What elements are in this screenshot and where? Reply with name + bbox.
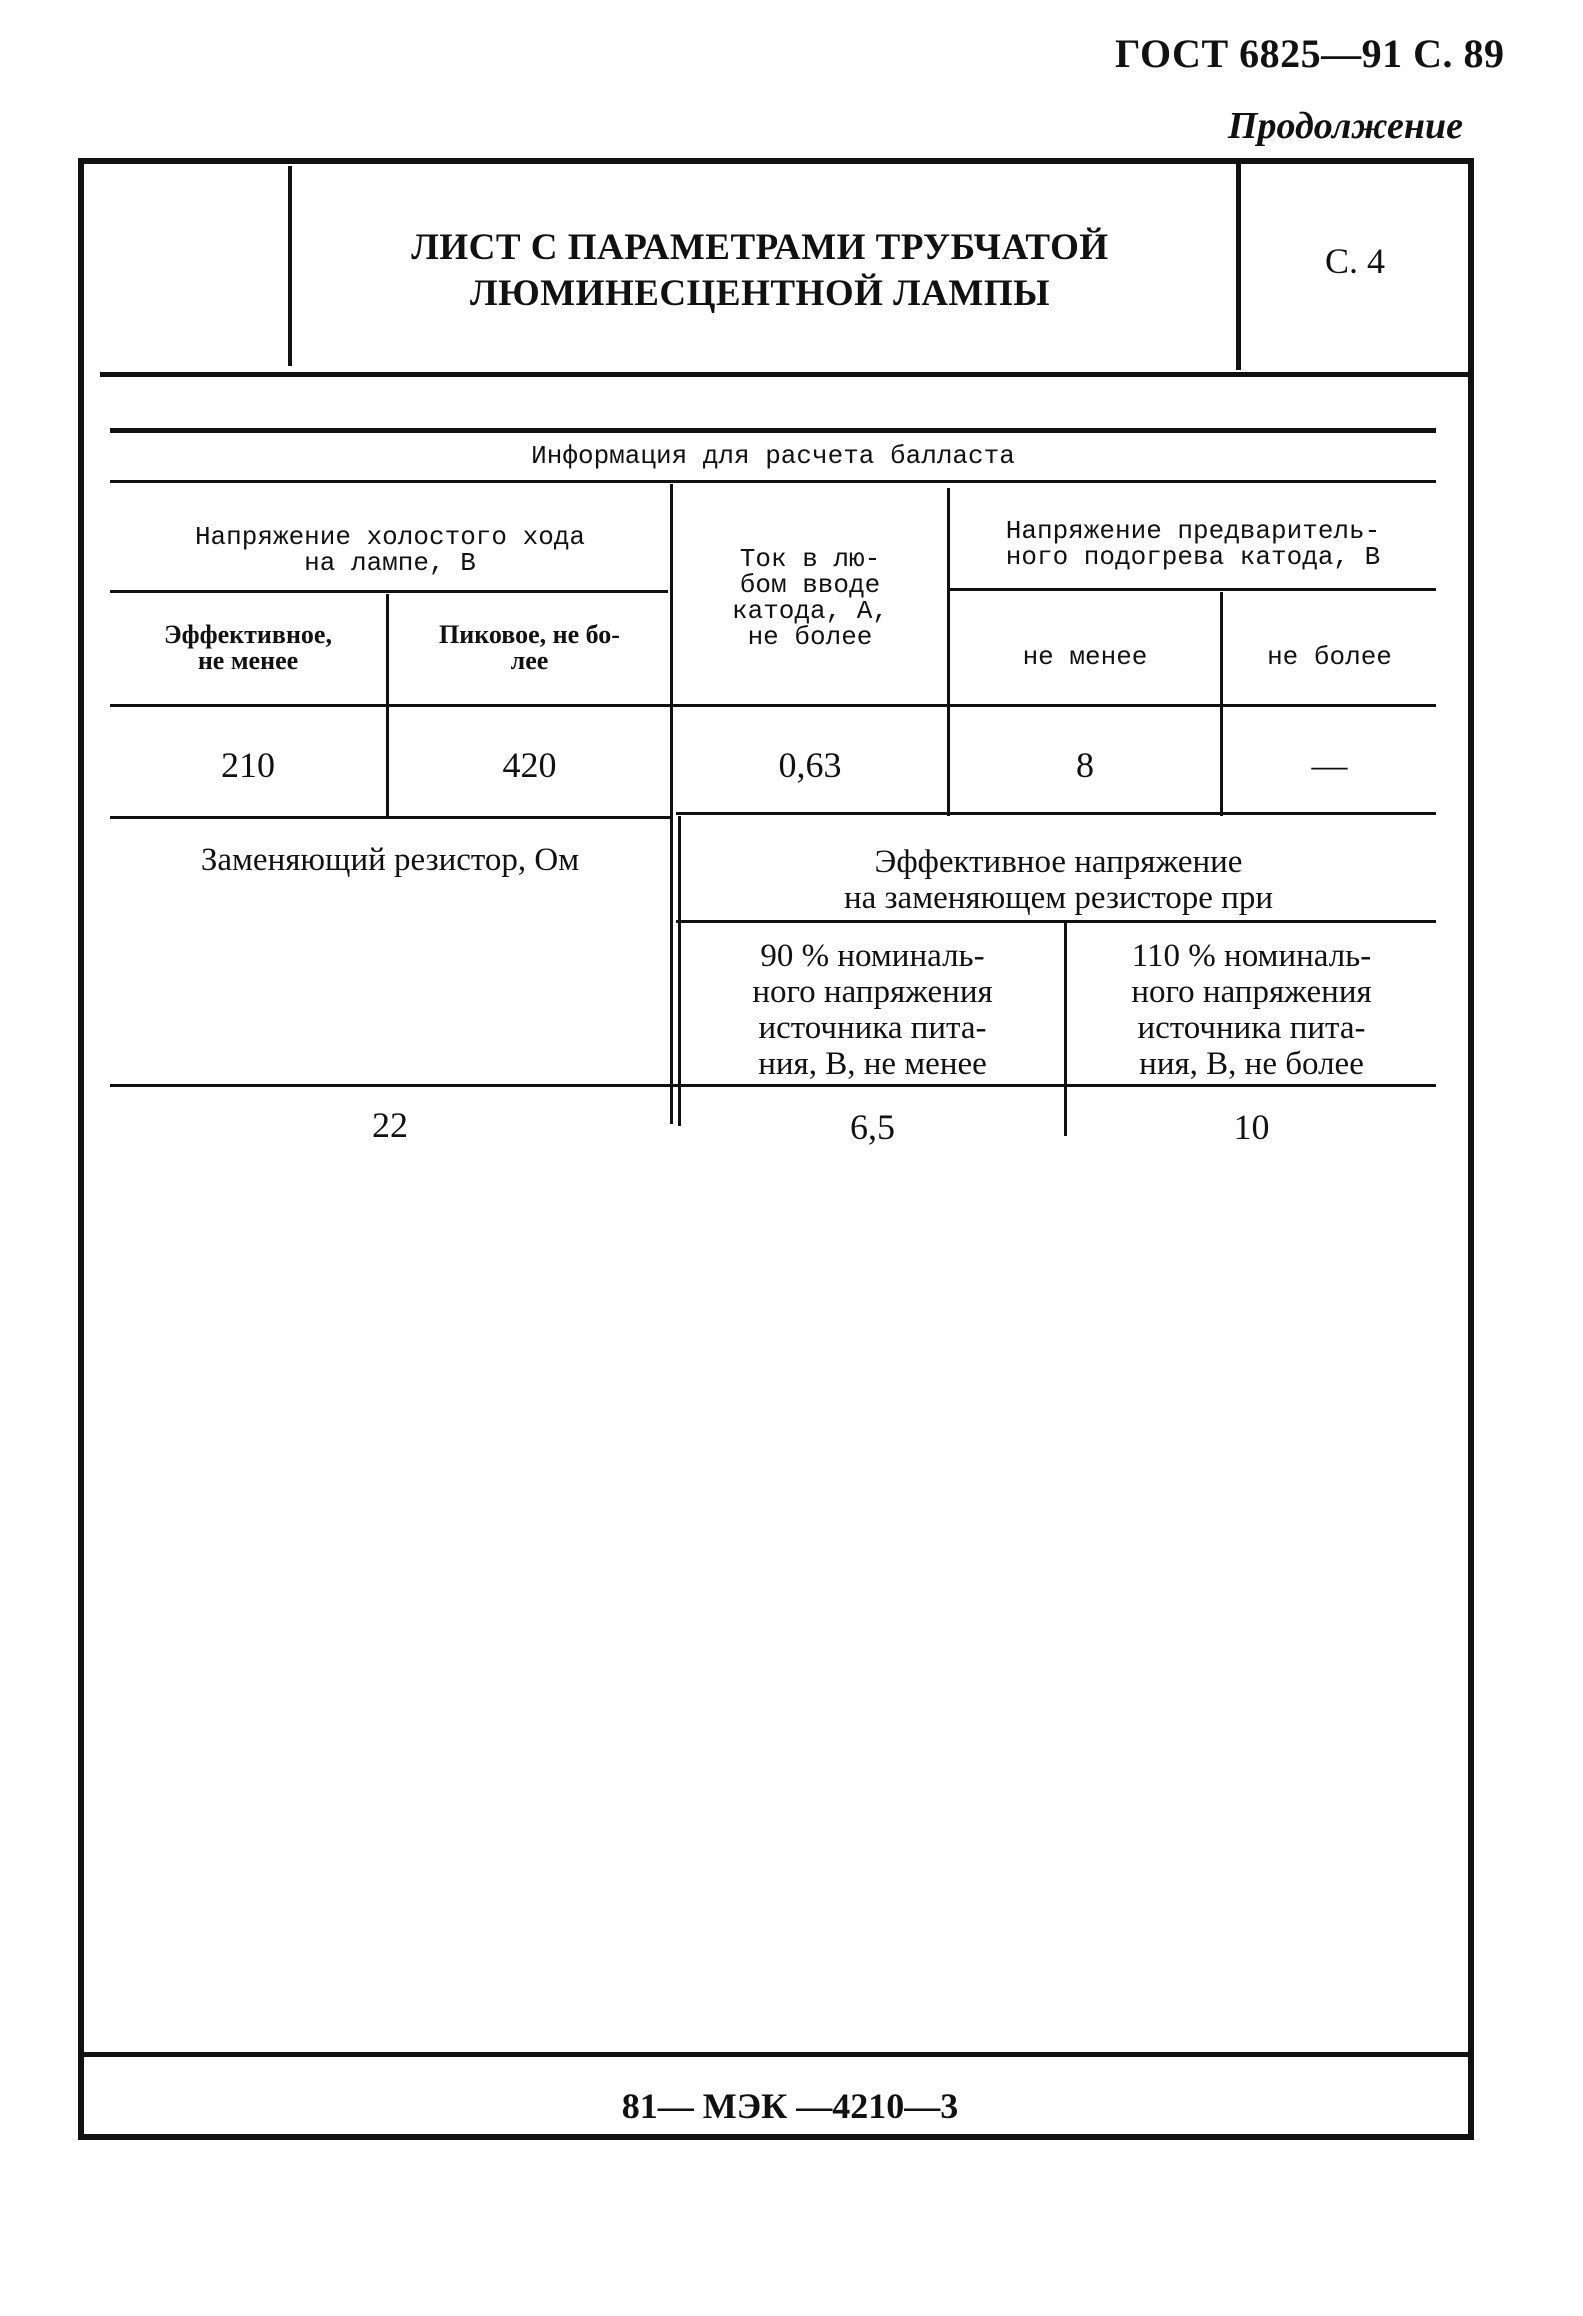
cathode-current-line3: катода, А, bbox=[731, 596, 889, 626]
preheat-voltage-line2: ного подогрева катода, В bbox=[1005, 542, 1381, 572]
ballast-section-title: Информация для расчета балласта bbox=[531, 441, 1015, 471]
voltage-90-line2: ного напряжения bbox=[752, 974, 993, 1010]
effective-value: 210 bbox=[221, 745, 275, 785]
ballast-top-rule bbox=[110, 428, 1436, 433]
cathode-current-line1: Ток в лю- bbox=[739, 544, 881, 574]
resistor-subheader-rule bbox=[676, 920, 1436, 923]
title-bottom-rule bbox=[100, 372, 1474, 377]
voltage-110-header bbox=[1067, 938, 1436, 1082]
preheat-voltage-header bbox=[950, 518, 1436, 570]
effective-voltage-header bbox=[681, 844, 1436, 916]
cathode-current-header bbox=[673, 546, 947, 650]
sheet-title-line1: ЛИСТ С ПАРАМЕТРАМИ ТРУБЧАТОЙ bbox=[411, 227, 1109, 268]
sheet-title bbox=[300, 225, 1220, 317]
resistor-header-bottom-rule bbox=[110, 1084, 1436, 1087]
voltage-110-line1: 110 % номиналь- bbox=[1131, 938, 1372, 974]
voltage-90-line1: 90 % номиналь- bbox=[760, 938, 985, 974]
voltage-110-value: 10 bbox=[1233, 1107, 1270, 1147]
ballast-values-bottom-rule-right bbox=[676, 812, 1436, 815]
preheat-voltage-line1: Напряжение предваритель- bbox=[1005, 516, 1381, 546]
preheat-max-header: не более bbox=[1267, 642, 1392, 672]
ballast-subheader-rule-right bbox=[950, 588, 1436, 591]
document-reference: ГОСТ 6825—91 С. 89 bbox=[1115, 31, 1505, 76]
cathode-current-line4: не более bbox=[747, 622, 873, 652]
effective-line1: Эффективное, bbox=[164, 620, 332, 649]
voltage-90-value: 6,5 bbox=[850, 1107, 895, 1147]
sheet-title-line2: ЛЮМИНЕСЦЕНТНОЙ ЛАМПЫ bbox=[470, 273, 1050, 314]
voltage-110-line3: источника пита- bbox=[1137, 1010, 1366, 1046]
effective-line2: не менее bbox=[197, 646, 299, 675]
continuation-label: Продолжение bbox=[1227, 105, 1463, 147]
effective-header bbox=[110, 622, 386, 674]
ballast-subheader-rule-left bbox=[110, 590, 668, 593]
cathode-current-line2: бом вводе bbox=[739, 570, 881, 600]
effective-voltage-line2: на заменяющем резисторе при bbox=[843, 880, 1274, 916]
sheet-page-label: С. 4 bbox=[1324, 241, 1385, 281]
peak-line2: лее bbox=[510, 646, 549, 675]
voltage-90-line3: источника пита- bbox=[758, 1010, 987, 1046]
preheat-min-header: не менее bbox=[1022, 642, 1148, 672]
footer-top-rule bbox=[84, 2052, 1468, 2057]
peak-value: 420 bbox=[502, 745, 557, 785]
resistor-header: Заменяющий резистор, Ом bbox=[200, 842, 580, 878]
voltage-90-line4: ния, В, не менее bbox=[758, 1046, 987, 1082]
open-circuit-voltage-line2: на лампе, В bbox=[304, 548, 476, 578]
effective-voltage-line1: Эффективное напряжение bbox=[874, 844, 1243, 880]
peak-header bbox=[389, 622, 670, 674]
cathode-current-value: 0,63 bbox=[778, 745, 842, 785]
preheat-max-value: — bbox=[1311, 745, 1348, 785]
title-right-divider bbox=[1236, 164, 1241, 370]
open-circuit-voltage-header bbox=[110, 524, 670, 576]
preheat-min-value: 8 bbox=[1076, 745, 1094, 785]
ballast-values-bottom-rule bbox=[110, 816, 670, 819]
voltage-110-line4: ния, В, не более bbox=[1139, 1046, 1364, 1082]
voltage-110-line2: ного напряжения bbox=[1131, 974, 1372, 1010]
voltage-90-header bbox=[681, 938, 1064, 1082]
title-left-divider bbox=[288, 166, 292, 366]
open-circuit-voltage-line1: Напряжение холостого хода bbox=[194, 522, 586, 552]
peak-line1: Пиковое, не бо- bbox=[439, 620, 620, 649]
ballast-header-bottom-rule bbox=[110, 704, 1436, 707]
footer-code: 81— МЭК —4210—3 bbox=[621, 2086, 959, 2126]
ballast-title-rule bbox=[110, 480, 1436, 483]
resistor-value: 22 bbox=[372, 1105, 408, 1145]
